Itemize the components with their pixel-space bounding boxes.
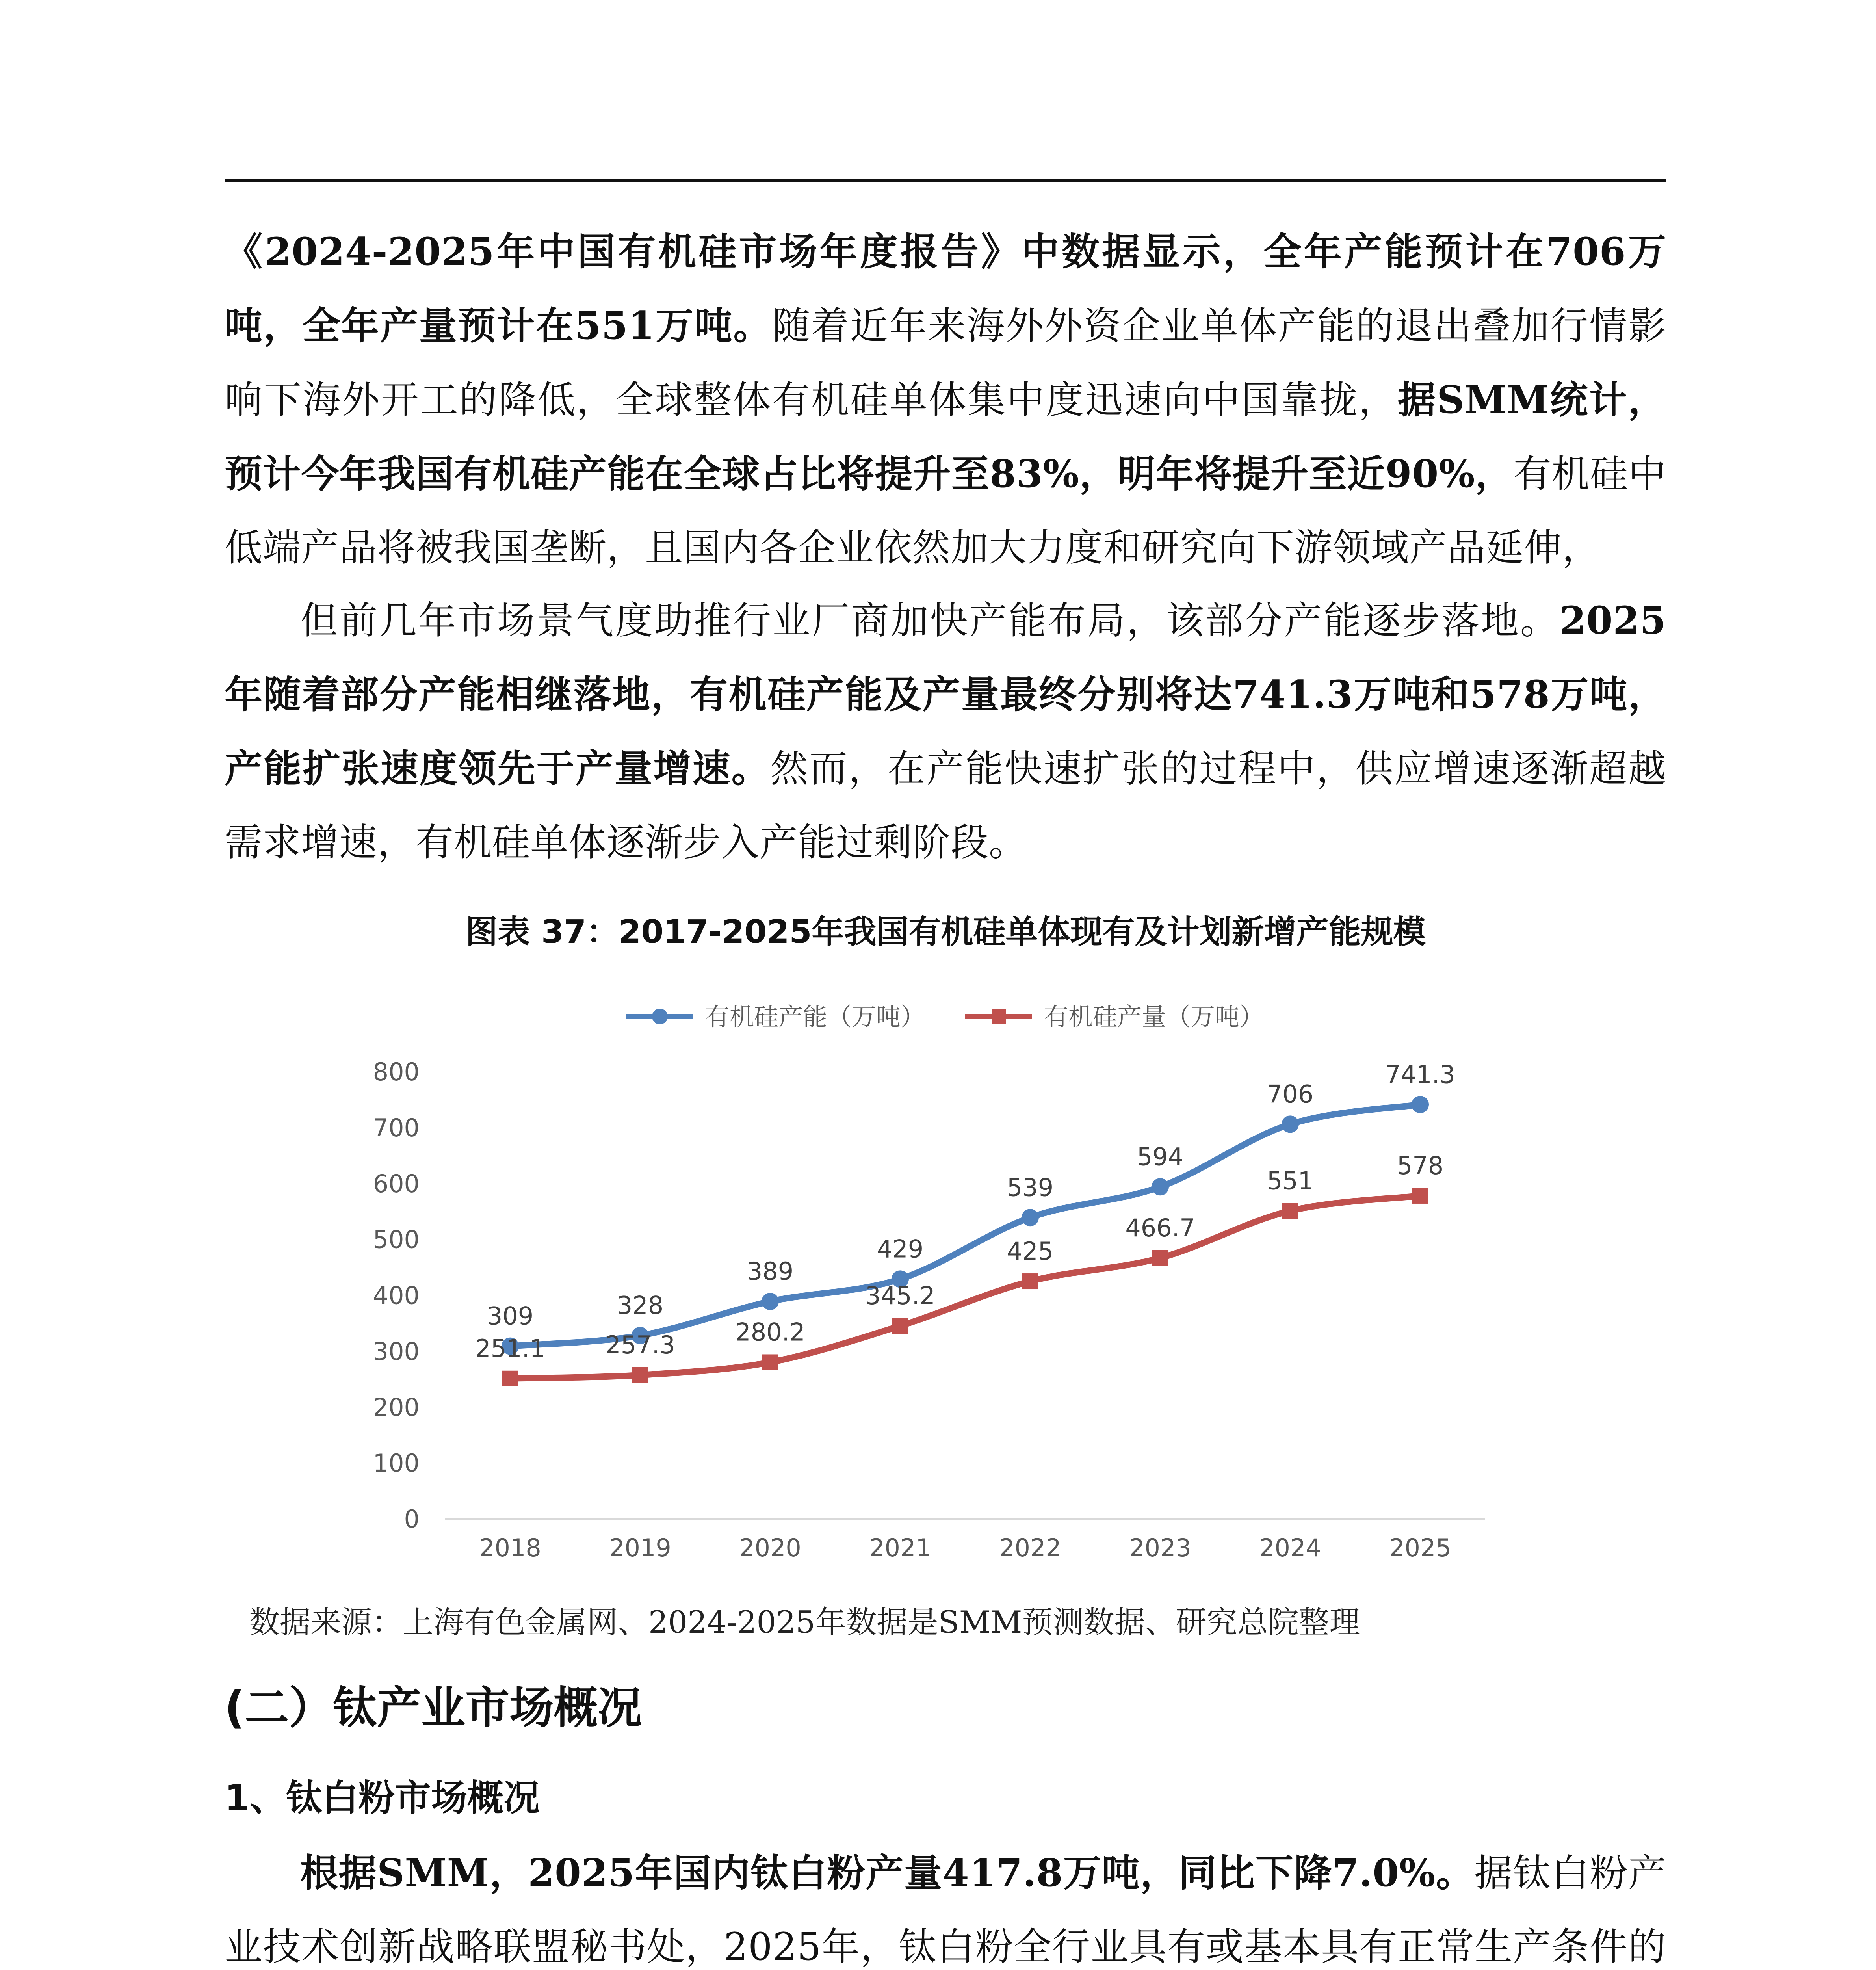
- legend-label-2: 有机硅产量（万吨）: [1044, 1002, 1264, 1031]
- figure-source: 数据来源：上海有色金属网、2024-2025年数据是SMM预测数据、研究总院整理: [249, 1605, 1360, 1640]
- data-point-capacity: [1282, 1115, 1299, 1133]
- para2-sentence2: 2025年随着部分产能相继落地，有机硅产能及产量最终分别将达741.3万吨和578万吨，产能扩张速度领先于产量增速。: [225, 598, 1666, 791]
- data-label: 389: [747, 1257, 794, 1286]
- data-label: 425: [1007, 1237, 1054, 1266]
- data-label: 309: [487, 1301, 534, 1331]
- silicone-line-chart: [366, 977, 1548, 1584]
- y-tick-label: 0: [404, 1505, 420, 1533]
- legend-label-1: 有机硅产能（万吨）: [705, 1002, 925, 1031]
- data-point-capacity: [762, 1293, 779, 1310]
- x-tick-label: 2023: [1129, 1533, 1191, 1562]
- data-point-capacity: [1152, 1178, 1169, 1195]
- para1-sentence4: 有机硅中低端产品将被我国垄断，且国内各企业依然加大力度和研究向下游领域产品延伸，: [225, 452, 1667, 570]
- para1-sentence1: 《2024-2025年中国有机硅市场年度报告》中数据显示，全年产能预计在706万吨，全年产量预计在551万吨。: [225, 229, 1666, 348]
- y-tick-label: 700: [373, 1113, 420, 1142]
- data-point-output: [502, 1371, 518, 1386]
- data-point-capacity: [1412, 1096, 1429, 1113]
- data-point-output: [632, 1367, 648, 1383]
- chart-svg: [366, 977, 1548, 1584]
- data-label: 706: [1267, 1080, 1314, 1109]
- data-label: 251.1: [475, 1334, 545, 1363]
- data-point-output: [762, 1354, 778, 1370]
- para1-sentence3: 据SMM统计，预计今年我国有机硅产能在全球占比将提升至83%，明年将提升至近90%，: [225, 377, 1667, 496]
- para3-sentence1: 根据SMM，2025年国内钛白粉产量417.8万吨，同比下降7.0%。: [300, 1851, 1475, 1895]
- data-label: 429: [877, 1234, 924, 1264]
- data-point-output: [892, 1318, 908, 1334]
- legend-marker-square: [992, 1009, 1006, 1024]
- y-tick-label: 500: [373, 1225, 420, 1254]
- paragraph-capacity-expansion: [225, 584, 1666, 879]
- y-tick-label: 400: [373, 1281, 420, 1310]
- x-tick-label: 2024: [1259, 1533, 1321, 1562]
- data-label: 466.7: [1125, 1213, 1195, 1242]
- data-label: 594: [1137, 1142, 1184, 1171]
- data-label: 280.2: [735, 1318, 805, 1347]
- para3-sentence2: 据钛白粉产业技术创新战略联盟秘书处，2025年，钛白粉全行业具有或基本具有正常生产条件的: [225, 1851, 1667, 1969]
- data-label: 578: [1397, 1151, 1444, 1180]
- para2-sentence1: 但前几年市场景气度助推行业厂商加快产能布局，该部分产能逐步落地。: [300, 598, 1560, 643]
- legend-marker-circle: [652, 1009, 668, 1024]
- y-tick-label: 100: [373, 1449, 420, 1478]
- y-tick-label: 600: [373, 1169, 420, 1198]
- header-rule: [225, 179, 1666, 182]
- x-tick-label: 2018: [479, 1533, 541, 1562]
- x-tick-label: 2022: [999, 1533, 1061, 1562]
- data-point-output: [1022, 1273, 1038, 1289]
- data-point-capacity: [1022, 1209, 1039, 1226]
- para1-sentence2: 随着近年来海外外资企业单体产能的退出叠加行情影响下海外开工的降低，全球整体有机硅单体集中度迅速向中国靠拢，: [225, 304, 1667, 422]
- subsection-heading: 1、钛白粉市场概况: [225, 1777, 540, 1819]
- x-tick-label: 2020: [739, 1533, 801, 1562]
- data-label: 741.3: [1385, 1060, 1455, 1089]
- data-label: 551: [1267, 1166, 1314, 1195]
- para2-sentence3: 然而，在产能快速扩张的过程中，供应增速逐渐超越需求增速，有机硅单体逐渐步入产能过剩阶段。: [225, 747, 1667, 864]
- data-point-output: [1412, 1188, 1428, 1204]
- x-tick-label: 2025: [1389, 1533, 1451, 1562]
- figure-title: 图表 37：2017-2025年我国有机硅单体现有及计划新增产能规模: [465, 913, 1426, 951]
- section-heading: (二）钛产业市场概况: [225, 1682, 642, 1734]
- x-tick-label: 2019: [609, 1533, 671, 1562]
- x-tick-label: 2021: [869, 1533, 931, 1562]
- data-label: 328: [617, 1291, 664, 1320]
- data-label: 345.2: [865, 1281, 935, 1310]
- y-tick-label: 300: [373, 1337, 420, 1366]
- data-label: 539: [1007, 1173, 1054, 1202]
- paragraph-silicone-report: [225, 215, 1666, 585]
- paragraph-titanium-dioxide: [225, 1836, 1666, 1970]
- data-point-output: [1282, 1203, 1298, 1219]
- y-tick-label: 800: [373, 1057, 420, 1086]
- data-label: 257.3: [605, 1330, 675, 1359]
- y-tick-label: 200: [373, 1393, 420, 1422]
- data-point-output: [1152, 1250, 1168, 1266]
